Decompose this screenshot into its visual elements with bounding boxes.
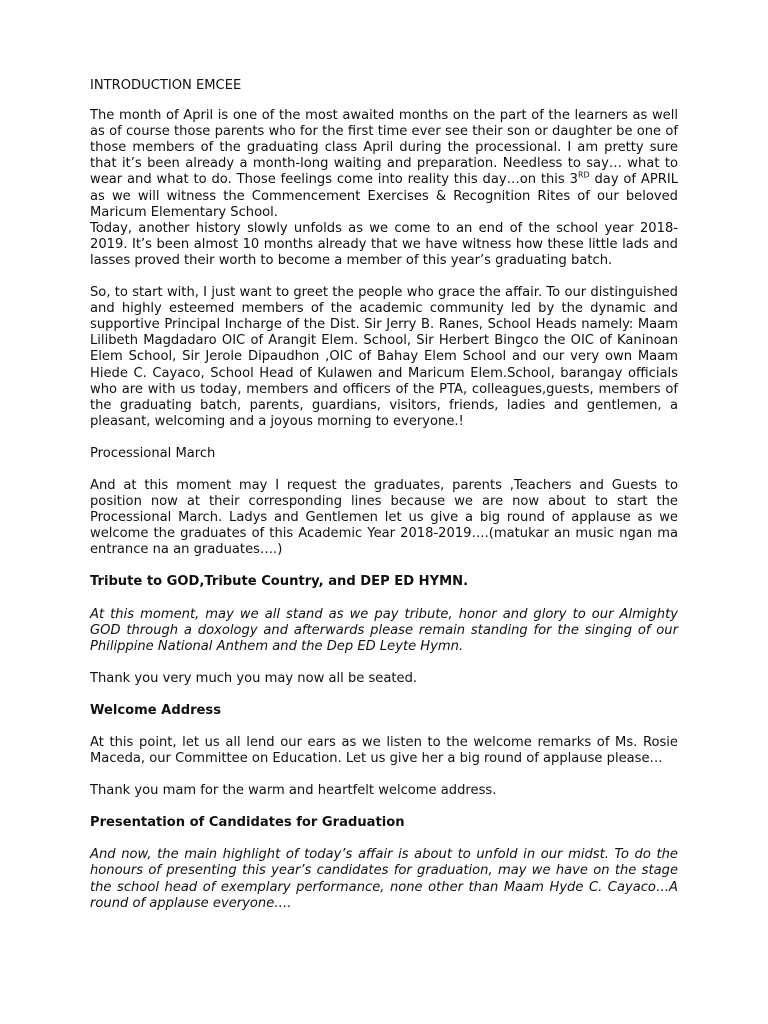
tribute-paragraph: At this moment, may we all stand as we pay tribute, honor and glory to our Almighty GOD through a doxology and afterwards please remain standing for the singing of our Philippine National Anthem and the Dep ED Leyte Hymn. xyxy=(90,606,678,654)
processional-heading: Processional March xyxy=(90,445,216,461)
intro-paragraph-1-text-end: day of APRIL as we will witness the Commencement Exercises & Recognition Rites of our beloved Maricum Elementary School. xyxy=(90,172,678,220)
intro-paragraph-1-text: The month of April is one of the most awaited months on the part of the learners as well as of course those parents who for the first time ever see their son or daughter be one of those members of the graduating class April during the processional. I am pretty sure that it’s been already a month-long waiting and preparation. Needless to say… what to wear and what to do. Those feelings come into reality this day…on this 3 xyxy=(90,108,678,188)
candidates-paragraph: And now, the main highlight of today’s affair is about to unfold in our midst. To do the honours of presenting this year’s candidates for graduation, may we have on the stage the school head of exemplary performance, none other than Maam Hyde C. Cayaco…A round of applause everyone…. xyxy=(90,847,678,911)
document-page xyxy=(90,78,678,912)
intro-paragraph-2: Today, another history slowly unfolds as we come to an end of the school year 2018-2019. It’s been almost 10 months already that we have witness how these little lads and lasses proved their worth to become a member of this year’s graduating batch. xyxy=(90,220,678,268)
date-ordinal-suffix: RD xyxy=(577,171,590,181)
greetings-paragraph: So, to start with, I just want to greet the people who grace the affair. To our distinguished and highly esteemed members of the academic community led by the dynamic and supportive Principal Incharge of the Dist. Sir Jerry B. Ranes, School Heads namely: Maam Lilibeth Magdadaro OIC of Arangit Elem. School, Sir Herbert Bingco the OIC of Kaninoan Elem School, Sir Jerole Dipaudhon ,OIC of Bahay Elem School and our very own Maam Hiede C. Cayaco, School Head of Kulawen and Maricum Elem.School, barangay officials who are with us today, members and officers of the PTA, colleagues,guests, members of the graduating batch, parents, guardians, visitors, friends, ladies and gentlemen, a pleasant, welcoming and a joyous morning to everyone.! xyxy=(90,285,678,429)
tribute-heading: Tribute to GOD,Tribute Country, and DEP ED HYMN. xyxy=(90,574,469,590)
welcome-heading: Welcome Address xyxy=(90,702,221,718)
tribute-thanks: Thank you very much you may now all be seated. xyxy=(90,670,418,686)
welcome-paragraph: At this point, let us all lend our ears as we listen to the welcome remarks of Ms. Rosie Maceda, our Committee on Education. Let us give her a big round of applause please… xyxy=(90,735,678,767)
welcome-thanks: Thank you mam for the warm and heartfelt welcome address. xyxy=(90,783,497,799)
candidates-heading: Presentation of Candidates for Graduation xyxy=(90,815,405,831)
intro-heading: INTRODUCTION EMCEE xyxy=(90,78,242,93)
processional-paragraph: And at this moment may I request the graduates, parents ,Teachers and Guests to position now at their corresponding lines because we are now about to start the Processional March. Ladys and Gentlemen let us give a big round of applause as we welcome the graduates of this Academic Year 2018-2019….(matukar an music ngan ma entrance na an graduates….) xyxy=(90,477,678,558)
intro-paragraph-1 xyxy=(90,108,678,221)
